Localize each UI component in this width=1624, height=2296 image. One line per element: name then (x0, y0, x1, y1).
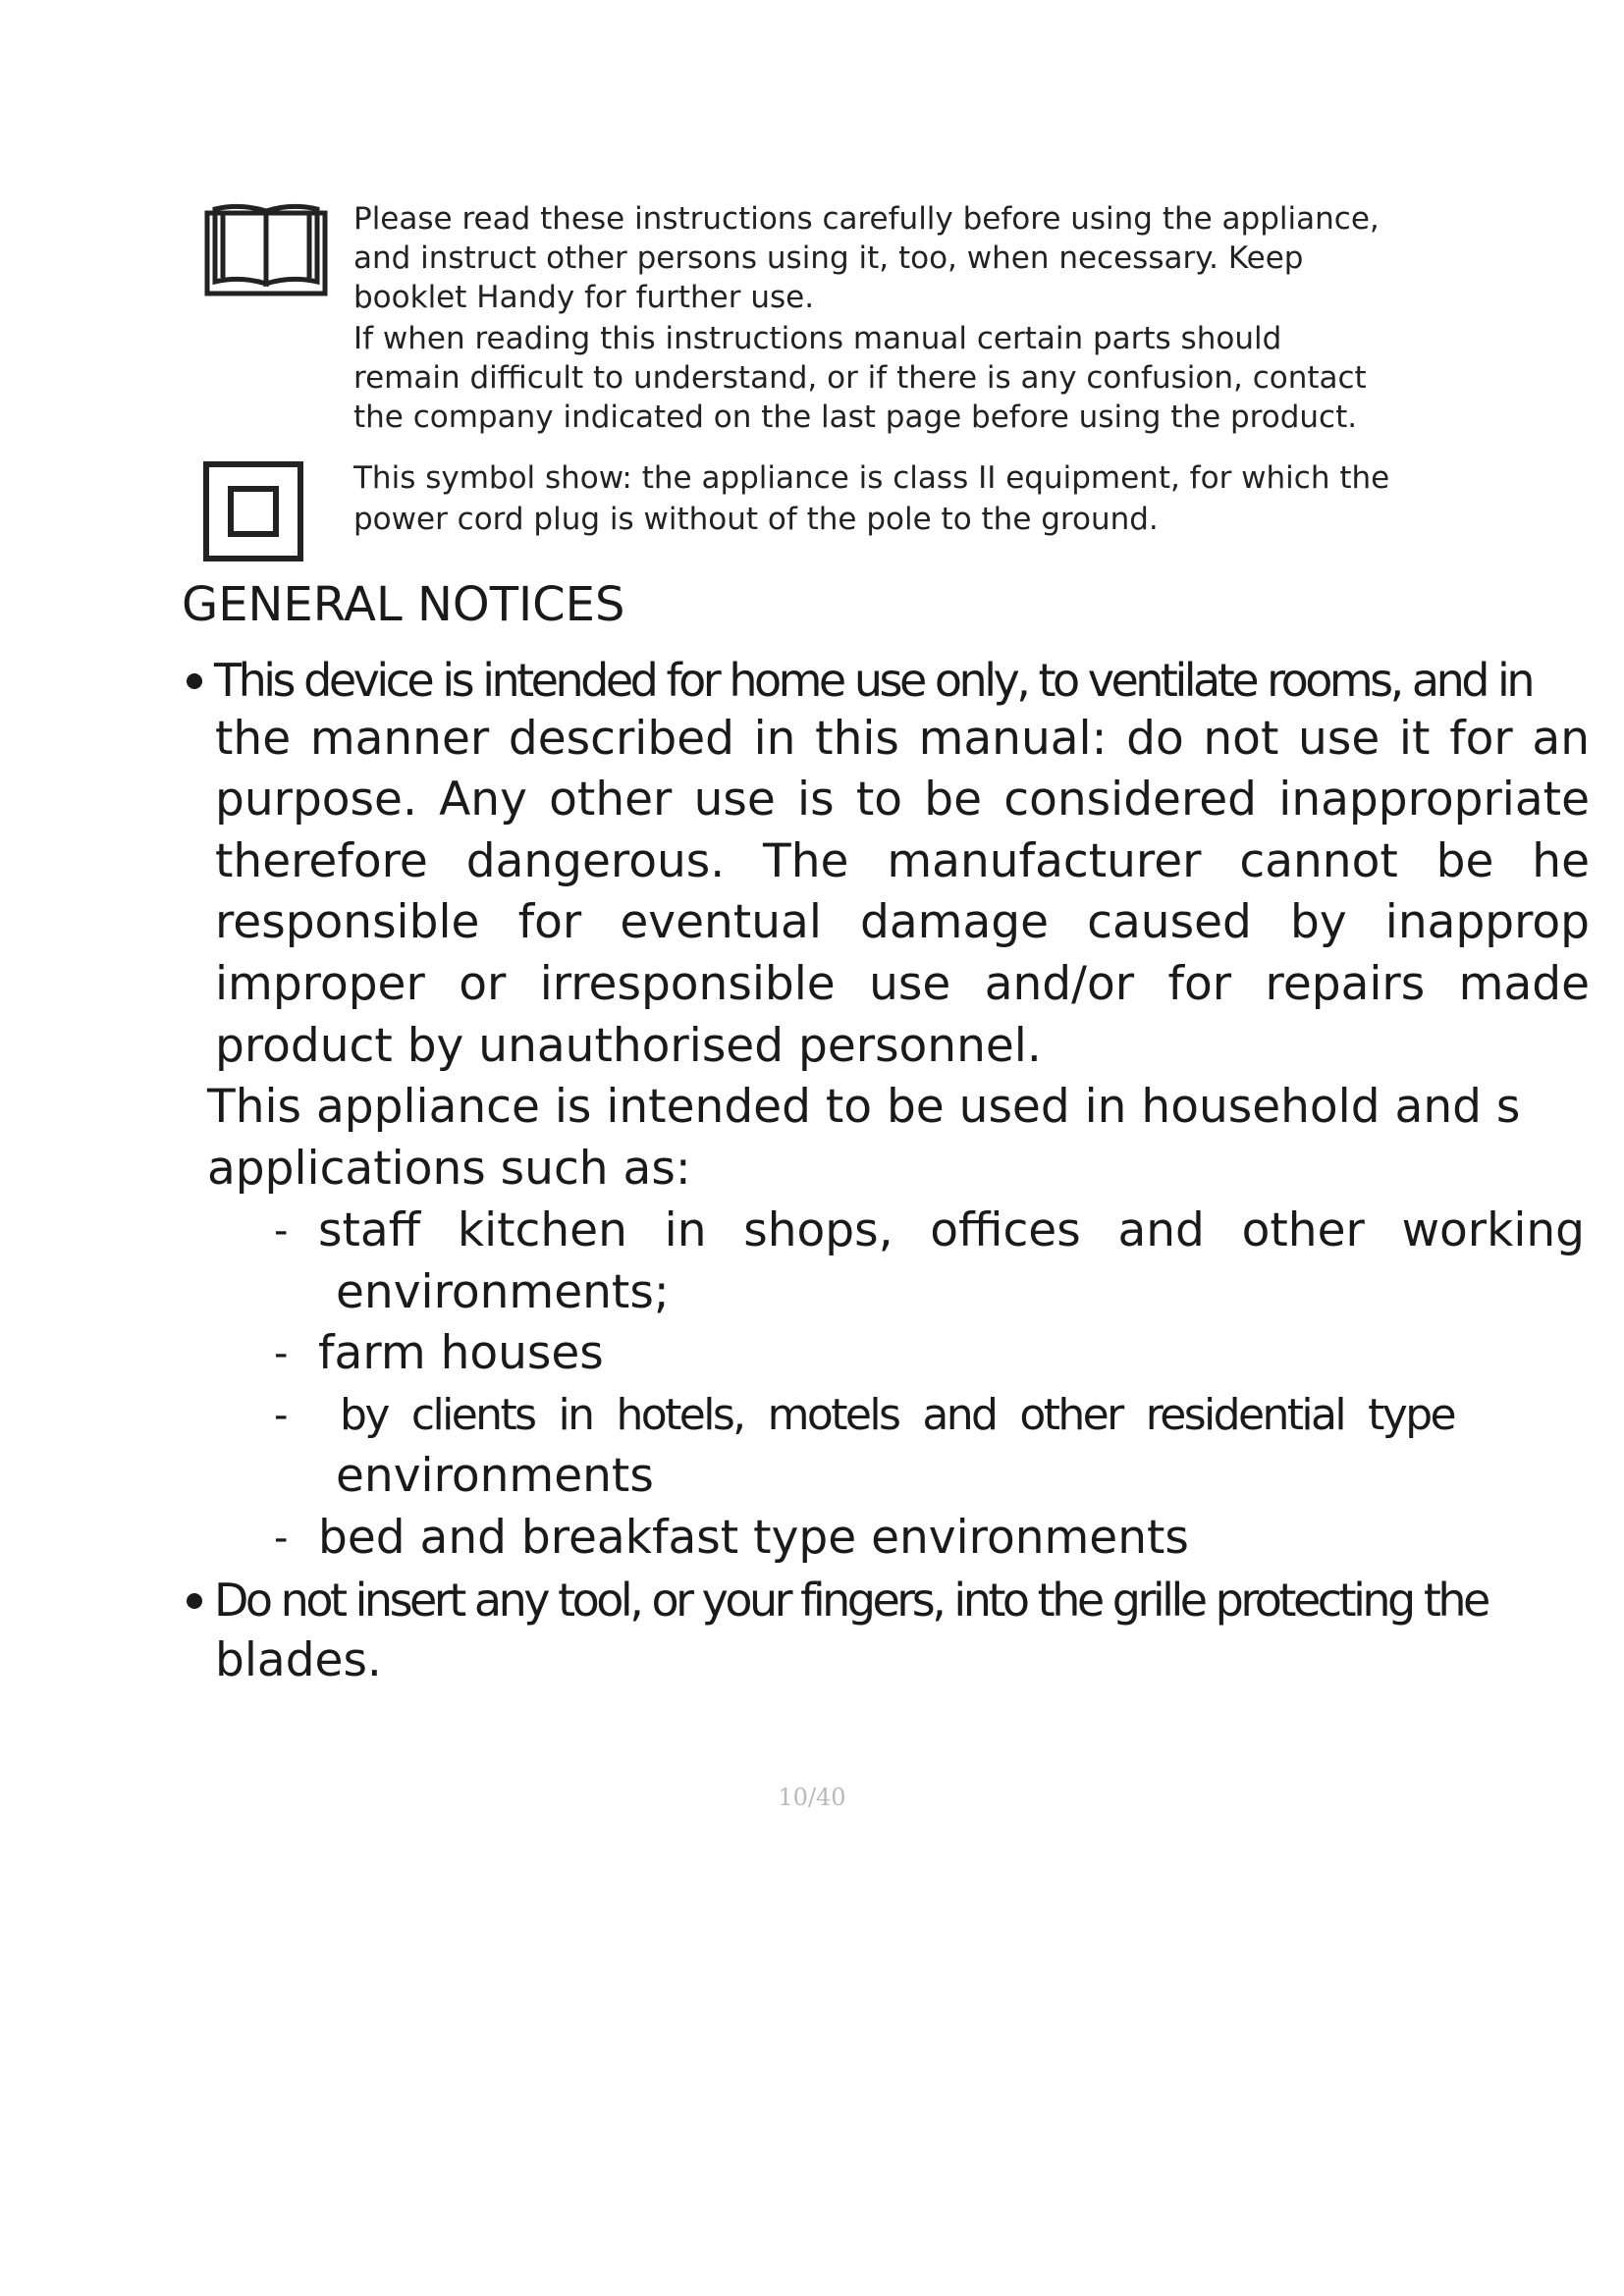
bullet1-line: product by unauthorised personnel. (215, 1019, 1042, 1073)
bullet1-first-line: This device is intended for home use only, to ventilate rooms, and in (214, 654, 1532, 707)
list-item: staff kitchen in shops, offices and other working (318, 1203, 1585, 1257)
bullet1-line: improper or irresponsible use and/or for repairs made (215, 957, 1590, 1011)
class-ii-line: power cord plug is without of the pole to the ground. (353, 502, 1159, 537)
page-number: 10/40 (778, 1784, 846, 1811)
intro-line: remain difficult to understand, or if there is any confusion, contact (353, 360, 1367, 396)
list-dash: - (274, 1516, 289, 1561)
list-dash: - (274, 1208, 289, 1254)
intro-line: the company indicated on the last page before using the product. (353, 400, 1358, 435)
household-line: applications such as: (207, 1142, 691, 1196)
intro-line: Please read these instructions carefully before using the appliance, (353, 201, 1380, 237)
bullet1-line: purpose. Any other use is to be considered inappropriate (215, 773, 1590, 827)
list-dash: - (274, 1393, 289, 1438)
list-item-continuation: environments (336, 1449, 654, 1503)
class-ii-icon (203, 461, 303, 561)
household-line: This appliance is intended to be used in household and s (207, 1080, 1521, 1134)
bullet1-line: the manner described in this manual: do not use it for an (215, 712, 1590, 766)
section-heading: GENERAL NOTICES (182, 577, 625, 632)
bullet-icon (187, 1593, 202, 1609)
class-ii-line: This symbol show: the appliance is class II equipment, for which the (353, 460, 1390, 496)
list-item: by clients in hotels, motels and other residential type (340, 1390, 1454, 1440)
intro-line: booklet Handy for further use. (353, 280, 815, 315)
list-item: bed and breakfast type environments (318, 1511, 1189, 1565)
intro-line: and instruct other persons using it, too, when necessary. Keep (353, 240, 1304, 276)
bullet2-line: blades. (215, 1633, 382, 1687)
bullet1-line: responsible for eventual damage caused by inapprop (215, 895, 1590, 949)
list-item-continuation: environments; (336, 1265, 670, 1319)
list-dash: - (274, 1331, 289, 1376)
intro-line: If when reading this instructions manual certain parts should (353, 321, 1282, 356)
bullet2-first-line: Do not insert any tool, or your fingers, into the grille protecting the (214, 1574, 1488, 1627)
bullet-icon (187, 673, 202, 689)
read-manual-icon (203, 199, 329, 297)
list-item: farm houses (318, 1326, 604, 1380)
bullet1-line: therefore dangerous. The manufacturer cannot be he (215, 834, 1590, 888)
